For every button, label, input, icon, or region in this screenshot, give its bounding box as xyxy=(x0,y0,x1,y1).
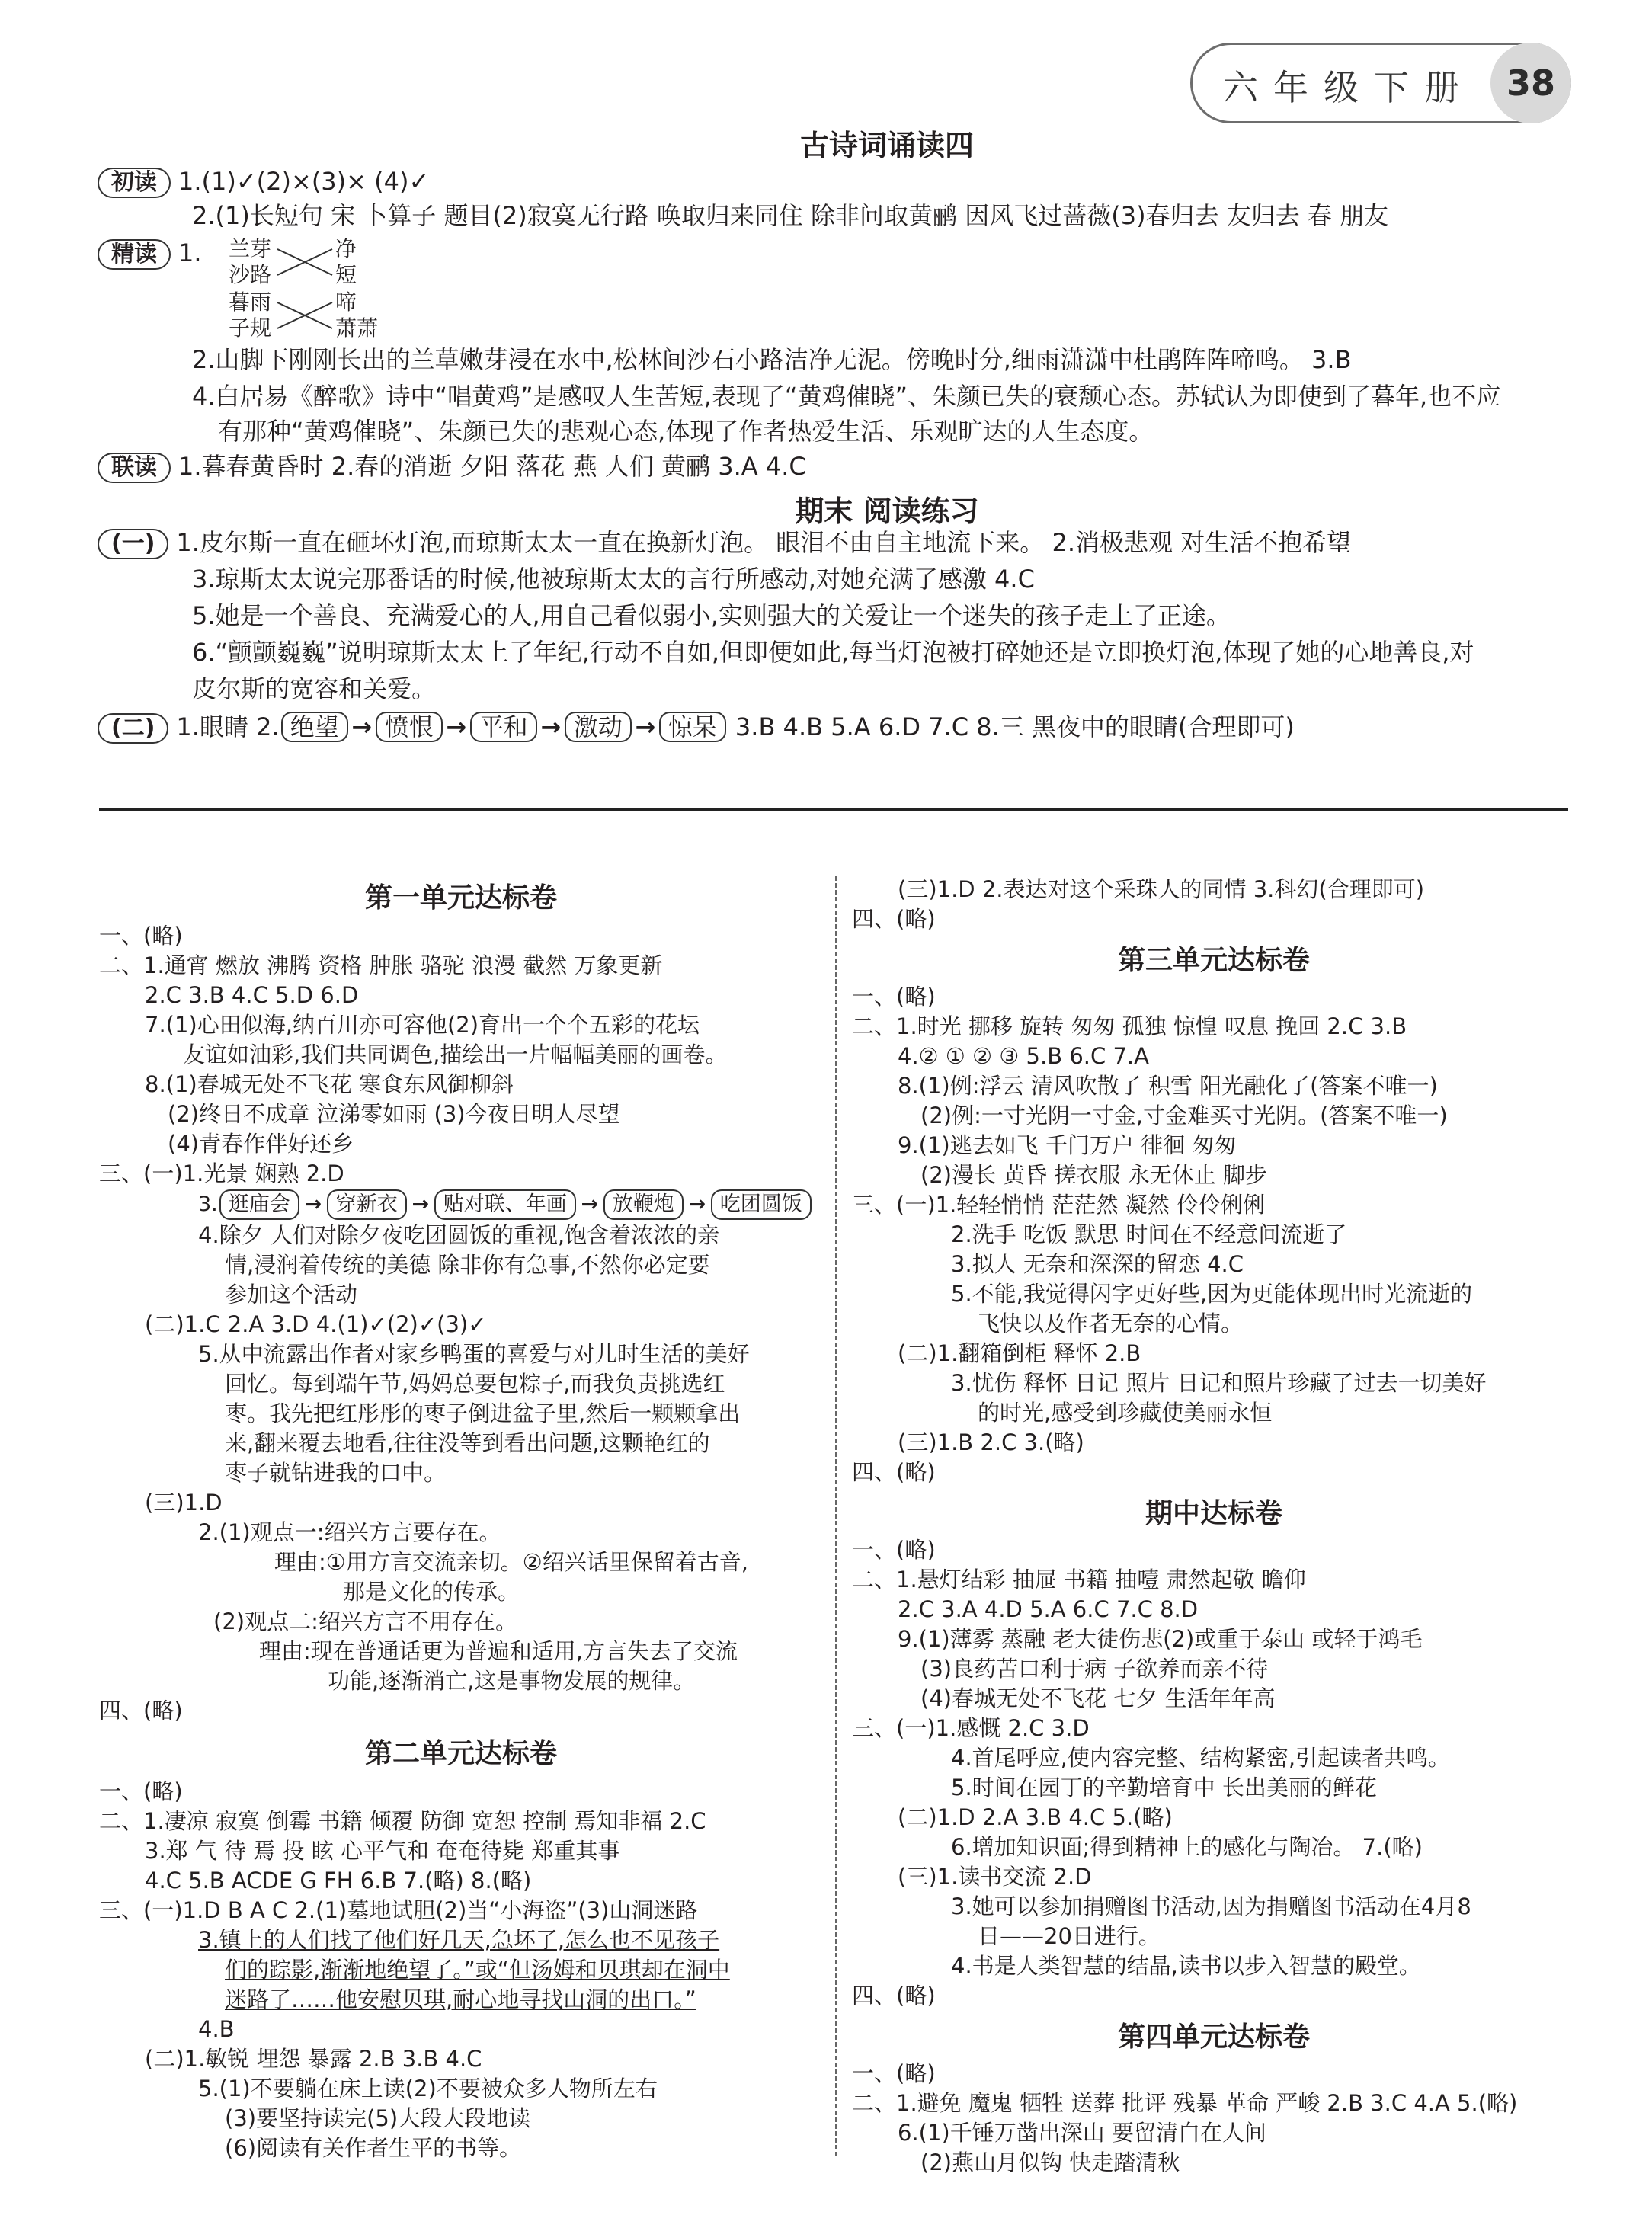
chain-festival: 3. 逛庙会 → 穿新衣 → 贴对联、年画 → 放鞭炮 → 吃团圆饭 xyxy=(99,1189,823,1221)
answer-line: 友谊如油彩,我们共同调色,描绘出一片幅幅美丽的画卷。 xyxy=(183,1042,728,1067)
answer-line: 理由:现在普通话更为普遍和适用,方言失去了交流 xyxy=(259,1638,738,1664)
answer-line: 二、1.避免 魔鬼 牺牲 送葬 批评 残暴 革命 严峻 2.B 3.C 4.A 5.(略) xyxy=(852,2090,1518,2116)
answer-line: 5.不能,我觉得闪字更好些,因为更能体现出时光流逝的 xyxy=(951,1281,1473,1307)
answer-line: 四、(略) xyxy=(852,1459,936,1485)
answer-line: (2)漫长 黄昏 搓衣服 永无休止 脚步 xyxy=(920,1162,1267,1188)
answer-line: (三)1.D xyxy=(145,1490,223,1516)
answer-line: 三、(一)1.D B A C 2.(1)墓地试胆(2)当“小海盗”(3)山洞迷路 xyxy=(99,1897,698,1923)
answer-line: 2.C 3.B 4.C 5.D 6.D xyxy=(145,982,359,1008)
answer-box: 穿新衣 xyxy=(327,1189,407,1220)
answer-line: 净 xyxy=(335,236,357,261)
answer-line: (3)良药苦口利于病 子欲养而亲不待 xyxy=(920,1656,1269,1682)
answer-line: 4.② ① ② ③ 5.B 6.C 7.A xyxy=(898,1043,1149,1069)
unit3-title: 第三单元达标卷 xyxy=(1117,945,1310,976)
arrow-icon: → xyxy=(446,712,467,741)
answer-line: 日——20日进行。 xyxy=(978,1923,1161,1949)
answer-line: (二)1.D 2.A 3.B 4.C 5.(略) xyxy=(898,1804,1173,1830)
answer-line: 2.(1)观点一:绍兴方言要存在。 xyxy=(198,1519,501,1545)
chain-box: 愤恨 xyxy=(376,712,443,742)
answer-box: 放鞭炮 xyxy=(603,1189,684,1220)
answer-box: 贴对联、年画 xyxy=(434,1189,576,1220)
section-title-poetry: 古诗词诵读四 xyxy=(799,129,974,162)
tag-jingdu: 精读 xyxy=(98,239,171,270)
answer-line: 暮雨 xyxy=(229,290,272,315)
yi-line-5: 皮尔斯的宽容和关爱。 xyxy=(192,674,437,703)
answer-line: 子规 xyxy=(229,315,272,341)
answer-line: 3.镇上的人们找了他们好几天,急坏了,怎么也不见孩子 xyxy=(198,1927,720,1953)
answer-line: 二、1.时光 挪移 旋转 匆匆 孤独 惊惶 叹息 挽回 2.C 3.B xyxy=(852,1013,1407,1039)
answer-line: 的时光,感受到珍藏使美丽永恒 xyxy=(978,1400,1273,1426)
chain-box: 激动 xyxy=(565,712,632,742)
answer-line: 二、1.悬灯结彩 抽屉 书籍 抽噎 肃然起敬 瞻仰 xyxy=(852,1567,1306,1592)
tag-liandu: 联读 xyxy=(98,453,171,483)
arrow-icon: → xyxy=(540,712,562,741)
answer-box: 逛庙会 xyxy=(219,1189,299,1220)
answer-line: 三、(一)1.感慨 2.C 3.D xyxy=(852,1715,1090,1741)
answer-line: 枣。我先把红彤彤的枣子倒进盆子里,然后一颗颗拿出 xyxy=(225,1400,741,1426)
tag-yi: (一) xyxy=(98,529,168,559)
matching-lines xyxy=(274,240,335,347)
answer-line: 功能,逐渐消亡,这是事物发展的规律。 xyxy=(328,1668,696,1694)
answer-line: (2)观点二:绍兴方言不用存在。 xyxy=(213,1608,517,1634)
chain-box: 绝望 xyxy=(281,712,348,742)
answer-line: 四、(略) xyxy=(99,1698,183,1724)
chudu-line-1: 初读 1.(1)✓(2)×(3)× (4)✓ xyxy=(98,166,429,198)
yi-line-4: 6.“颤颤巍巍”说明琼斯太太上了年纪,行动不自如,但即便如此,每当灯泡被打碎她还是立即换灯泡,体现了她的心地善良,对 xyxy=(192,638,1474,667)
answer-line: (二)1.敏锐 埋怨 暴露 2.B 3.B 4.C xyxy=(145,2046,482,2072)
answer-line: 8.(1)春城无处不飞花 寒食东风御柳斜 xyxy=(145,1071,514,1097)
grade-label: 六年级下册 xyxy=(1223,67,1474,108)
answer-line: 情,浸润着传统的美德 除非你有急事,不然你必定要 xyxy=(225,1252,710,1278)
jingdu-line-2: 2.山脚下刚刚长出的兰草嫩芽浸在水中,松林间沙石小路洁净无泥。傍晚时分,细雨潇潇中杜鹃阵阵啼鸣。 3.B xyxy=(192,345,1352,374)
yi-line-3: 5.她是一个善良、充满爱心的人,用自己看似弱小,实则强大的关爱让一个迷失的孩子走上了正途。 xyxy=(192,601,1231,630)
unit1-title: 第一单元达标卷 xyxy=(364,882,557,914)
answer-line: 枣子就钻进我的口中。 xyxy=(225,1460,447,1486)
answer-line: 萧萧 xyxy=(335,315,379,341)
answer-line: (2)例:一寸光阴一寸金,寸金难买寸光阴。(答案不唯一) xyxy=(920,1103,1448,1128)
column-divider xyxy=(835,876,837,2156)
answer-line: (3)要坚持读完(5)大段大段地读 xyxy=(225,2105,531,2131)
jingdu-line-4: 有那种“黄鸡催晓”、朱颜已失的悲观心态,体现了作者热爱生活、乐观旷达的人生态度。 xyxy=(218,417,1154,446)
left-column xyxy=(99,876,823,2163)
liandu-line: 联读 1.暮春黄昏时 2.春的消逝 夕阳 落花 燕 人们 黄鹂 3.A 4.C xyxy=(98,451,806,483)
answer-line: 参加这个活动 xyxy=(225,1282,358,1308)
answer-line: 理由:①用方言交流亲切。②绍兴话里保留着古音, xyxy=(274,1549,748,1575)
answer-line: 三、(一)1.轻轻悄悄 茫茫然 凝然 伶伶俐俐 xyxy=(852,1192,1265,1218)
answer-line: 2.C 3.A 4.D 5.A 6.C 7.C 8.D xyxy=(898,1596,1199,1622)
answer-line: 9.(1)逃去如飞 千门万户 徘徊 匆匆 xyxy=(898,1132,1237,1158)
arrow-icon: → xyxy=(581,1192,599,1216)
answer-line: 二、1.凄凉 寂寞 倒霉 书籍 倾覆 防御 宽恕 控制 焉知非福 2.C xyxy=(99,1808,706,1834)
answer-line: 6.增加知识面;得到精神上的感化与陶冶。 7.(略) xyxy=(951,1834,1423,1860)
answer-line: (4)春城无处不飞花 七夕 生活年年高 xyxy=(920,1685,1276,1711)
jingdu-line-3: 4.白居易《醉歌》诗中“唱黄鸡”是感叹人生苦短,表现了“黄鸡催晓”、朱颜已失的衰颓心态。苏轼认为即使到了暮年,也不应 xyxy=(192,382,1501,411)
er-line: (二) 1.眼睛 2. 绝望 → 愤恨 → 平和 → 激动 → 惊呆 3.B 4.B 5.A 6.D 7.C 8.三 黑夜中的眼睛(合理即可) xyxy=(98,712,1295,744)
answer-line: (4)青春作伴好还乡 xyxy=(168,1131,354,1157)
section-title-final: 期末 阅读练习 xyxy=(795,495,979,528)
answer-line: 4.书是人类智慧的结晶,读书以步入智慧的殿堂。 xyxy=(951,1953,1421,1979)
arrow-icon: → xyxy=(635,712,656,741)
answer-line: 飞快以及作者无奈的心情。 xyxy=(978,1311,1244,1336)
answer-line: 3.她可以参加捐赠图书活动,因为捐赠图书活动在4月8 xyxy=(951,1893,1471,1919)
answer-line: (三)1.读书交流 2.D xyxy=(898,1864,1092,1890)
answer-line: 8.(1)例:浮云 清风吹散了 积雪 阳光融化了(答案不唯一) xyxy=(898,1073,1438,1099)
answer-line: 2.洗手 吃饭 默思 时间在不经意间流逝了 xyxy=(951,1221,1347,1247)
answer-line: 一、(略) xyxy=(852,2060,936,2086)
answer-line: 一、(略) xyxy=(852,984,936,1010)
tag-er: (二) xyxy=(98,713,168,744)
chain-box: 惊呆 xyxy=(659,712,726,742)
arrow-icon: → xyxy=(688,1192,706,1216)
answer-line: 3.拟人 无奈和深深的留恋 4.C xyxy=(951,1251,1244,1277)
answer-line: 短 xyxy=(335,262,357,287)
answer-line: 回忆。每到端午节,妈妈总要包粽子,而我负责挑选红 xyxy=(225,1371,725,1397)
answer-line: 四、(略) xyxy=(852,906,936,932)
answer-line: (三)1.D 2.表达对这个采珠人的同情 3.科幻(合理即可) xyxy=(898,876,1425,902)
chain-box: 平和 xyxy=(470,712,537,742)
answer-line: (二)1.翻箱倒柜 释怀 2.B xyxy=(898,1340,1141,1366)
arrow-icon: → xyxy=(304,1192,322,1216)
section-divider xyxy=(99,808,1568,811)
answer-line: 3.郑 气 待 焉 投 眩 心平气和 奄奄待毙 郑重其事 xyxy=(145,1838,620,1864)
tag-chudu: 初读 xyxy=(98,168,171,198)
answer-line: 来,翻来覆去地看,往往没等到看出问题,这颗艳红的 xyxy=(225,1430,710,1456)
answer-line: 迷路了……他安慰贝琪,耐心地寻找山洞的出口。” xyxy=(225,1986,696,2012)
answer-line: (三)1.B 2.C 3.(略) xyxy=(898,1429,1084,1455)
answer-line: 四、(略) xyxy=(852,1983,936,2009)
arrow-icon: → xyxy=(351,712,373,741)
jingdu-line-1: 精读 1. xyxy=(98,238,202,270)
answer-line: (6)阅读有关作者生平的书等。 xyxy=(225,2135,522,2161)
answer-line: 5.时间在园丁的辛勤培育中 长出美丽的鲜花 xyxy=(951,1775,1377,1800)
answer-line: (二)1.C 2.A 3.D 4.(1)✓(2)✓(3)✓ xyxy=(145,1311,487,1337)
answer-line: 4.首尾呼应,使内容完整、结构紧密,引起读者共鸣。 xyxy=(951,1745,1451,1771)
answer-line: 5.(1)不要躺在床上读(2)不要被众多人物所左右 xyxy=(198,2076,658,2101)
answer-box: 吃团圆饭 xyxy=(711,1189,812,1220)
answer-line: 4.除夕 人们对除夕夜吃团圆饭的重视,饱含着浓浓的亲 xyxy=(198,1222,720,1248)
answer-line: 们的踪影,渐渐地绝望了。”或“但汤姆和贝琪却在洞中 xyxy=(225,1957,730,1983)
page-header-badge xyxy=(1190,43,1571,123)
right-column xyxy=(852,875,1576,2178)
answer-line: 沙路 xyxy=(229,262,272,287)
answer-line: (2)燕山月似钩 快走踏清秋 xyxy=(920,2149,1180,2175)
yi-line-2: 3.琼斯太太说完那番话的时候,他被琼斯太太的言行所感动,对她充满了感激 4.C xyxy=(192,565,1035,594)
chudu-line-2: 2.(1)长短句 宋 卜算子 题目(2)寂寞无行路 唤取归来同住 除非问取黄鹂 因风飞过蔷薇(3)春归去 友归去 春 朋友 xyxy=(192,201,1389,230)
answer-line: 一、(略) xyxy=(99,923,183,949)
answer-line: (2)终日不成章 泣涕零如雨 (3)今夜日明人尽望 xyxy=(168,1101,620,1127)
answer-line: 二、1.通宵 燃放 沸腾 资格 肿胀 骆驼 浪漫 截然 万象更新 xyxy=(99,952,663,978)
answer-line: 一、(略) xyxy=(99,1778,183,1804)
answer-line: 4.B xyxy=(198,2016,235,2042)
answer-line: 三、(一)1.光景 娴熟 2.D xyxy=(99,1160,344,1186)
page-number: 38 xyxy=(1490,43,1571,123)
unit4-title: 第四单元达标卷 xyxy=(1117,2021,1310,2053)
answer-line: 5.从中流露出作者对家乡鸭蛋的喜爱与对儿时生活的美好 xyxy=(198,1341,750,1367)
answer-line: 3.忧伤 释怀 日记 照片 日记和照片珍藏了过去一切美好 xyxy=(951,1370,1487,1396)
answer-line: 6.(1)千锤万凿出深山 要留清白在人间 xyxy=(898,2120,1266,2146)
answer-line: 7.(1)心田似海,纳百川亦可容他(2)育出一个个五彩的花坛 xyxy=(145,1012,700,1038)
answer-line: 那是文化的传承。 xyxy=(343,1579,520,1605)
arrow-icon: → xyxy=(411,1192,430,1216)
midterm-title: 期中达标卷 xyxy=(1145,1498,1282,1529)
answer-line: 啼 xyxy=(335,290,357,315)
answer-line: 一、(略) xyxy=(852,1537,936,1563)
answer-line: 4.C 5.B ACDE G FH 6.B 7.(略) 8.(略) xyxy=(145,1868,532,1893)
unit2-title: 第二单元达标卷 xyxy=(364,1738,557,1769)
answer-line: 9.(1)薄雾 蒸融 老大徒伤悲(2)或重于泰山 或轻于鸿毛 xyxy=(898,1626,1423,1652)
answer-line: 兰芽 xyxy=(229,236,272,261)
yi-line-1: (一) 1.皮尔斯一直在砸坏灯泡,而琼斯太太一直在换新灯泡。 眼泪不由自主地流下来。 2.消极悲观 对生活不抱希望 xyxy=(98,527,1351,559)
